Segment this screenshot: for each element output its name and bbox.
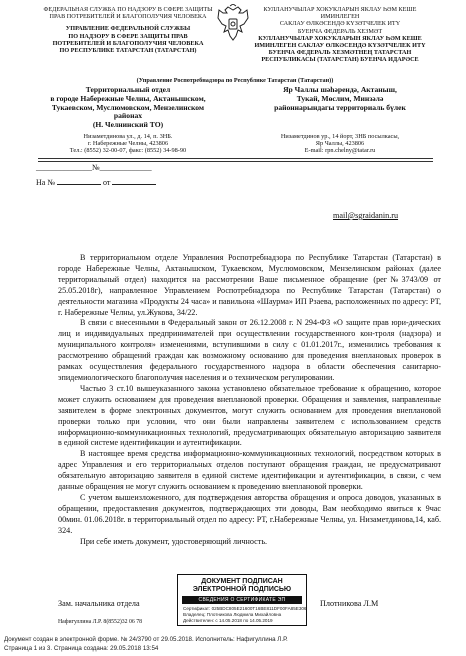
doc-ref-mid: от xyxy=(102,178,111,187)
right-header-line6: БУЕНЧА ФЕДЕРАЛЬ ХЕЗМӘТНЕҢ ТАТАРСТАН xyxy=(268,49,412,57)
right-address-line3: E-mail: rpn.chelny@tatar.ru xyxy=(304,147,376,155)
left-header-line6: ПО РЕСПУБЛИКЕ ТАТАРСТАН (ТАТАРСТАН) xyxy=(59,47,197,55)
stamp-cert-number: Сертификат: 025ВDC805Е21600Т16ВЕ811DF00FA85E306 xyxy=(183,606,306,611)
left-header-line2: ПРАВ ПОТРЕБИТЕЛЕЙ И БЛАГОПОЛУЧИЯ ЧЕЛОВЕКА xyxy=(49,13,207,21)
left-dept-line4: районах xyxy=(113,111,143,121)
left-address-line1: Низаметдинова ул., д. 14, п. 3НБ. xyxy=(83,133,173,140)
letter-body xyxy=(58,253,441,547)
footer-line-1: Документ создан в электронной форме. № 24/3790 от 29.05.2018. Исполнитель: Нафигуллина Л.Р. xyxy=(4,636,288,643)
right-dept-line2: Тукай, Мөслим, Минзәлә xyxy=(296,93,384,103)
body-paragraph-1: В территориальном отделе Управления Роспотребнадзора по Республике Татарстан (Татарстан) в городе Набережные Челны, Актанышском, Тукаевском, Муслюмовском, Мензелинском районах (далее территориальный отдел) находится на рассмотрении Ваше письменное обращение (рег№3743/09 от 25.05.2018г), направленное Управлением Роспотребнадзора по Республике Татарстан (Татарстан) о деятельности магазина «Продукты 24 часа» и павильона «Шаурма» ИП Рзаева, расположенных по адресу: РТ, г. Набережные Челны, ул.Жукова, 34/22. xyxy=(58,253,441,317)
left-address xyxy=(40,133,216,155)
right-dept-line3: районнарындагы территориаль бүлек xyxy=(274,102,406,112)
left-header-line3: УПРАВЛЕНИЕ ФЕДЕРАЛЬНОЙ СЛУЖБЫ xyxy=(65,25,191,33)
left-address-line2: г. Набережные Челны, 423806 xyxy=(87,140,169,148)
left-department xyxy=(40,86,216,130)
doc-ref-prefix: На № xyxy=(36,178,55,187)
right-header-line1: КУЛЛАНУЧЫЛАР ХОКУКЛАРЫН ЯКЛАУ ҺӘМ КЕШЕ ИМИНЛЕГЕН xyxy=(263,6,417,21)
left-dept-line1: Территориальный отдел xyxy=(85,85,171,94)
right-header-line7: РЕСПУБЛИКАСЫ (ТАТАРСТАН) БУЕНЧА ИДАРӘСЕ xyxy=(261,56,419,64)
right-header-line5: ИМИНЛЕГЕН САКЛАУ ӨЛКӘСЕНДӘ КҮЗӘТЧЕЛЕК ИТҮ xyxy=(254,42,426,50)
signer-title: Зам. начальника отдела xyxy=(58,599,140,608)
footer-line-2: Страница 1 из 3. Страница создана: 29.05.2018 13:54 xyxy=(4,645,159,652)
header-divider-thin xyxy=(38,161,433,162)
coat-of-arms-emblem xyxy=(216,4,250,44)
body-paragraph-6: При себе иметь документ, удостоверяющий личность. xyxy=(80,536,268,546)
left-dept-line3: Тукаевском, Муслюмовском, Мензелинском xyxy=(51,102,205,112)
electronic-signature-stamp xyxy=(177,574,307,626)
right-address-line2: Яр Чаллы, 423806 xyxy=(315,140,365,148)
right-address-line1: Низаметдинов ур., 14 йорт, 3НБ посылкасы, xyxy=(280,133,400,140)
executor-contact: Нафигуллина Л.Р. 8(8552)32 06 78 xyxy=(58,619,143,625)
right-header xyxy=(250,6,430,64)
left-dept-line2: в городе Набережные Челны, Актанышском, xyxy=(50,93,206,103)
body-paragraph-4: В настоящее время средства информационно-коммуникационных технологий, посредством которых в адрес Управления и его территориальных отделов поступают обращения граждан, не предусматривают обязательную авторизацию заявителя в единой системе идентификации и аутентификации, в связи, с чем данные обращения не могут служить основанием к проведению внеплановой проверки. xyxy=(58,449,441,492)
right-header-line2: САКЛАУ ӨЛКӘСЕНДӘ КҮЗӘТЧЕЛЕК ИТҮ xyxy=(279,20,401,28)
body-paragraph-5: С учетом вышеизложенного, для подтверждения авторства обращения и опроса доводов, указанных в обращении, предоставления документов, подтверждающих эти доводы, Вам необходимо явиться к 9час 00мин. 01.06.2018г. в территориальный отдел по адресу: РТ, г.Набережные Челны, ул. Низаметдинова,14, каб. 324. xyxy=(58,492,441,535)
left-header-line5: ПОТРЕБИТЕЛЕЙ И БЛАГОПОЛУЧИЯ ЧЕЛОВЕКА xyxy=(52,39,204,47)
left-header-line4: ПО НАДЗОРУ В СФЕРЕ ЗАЩИТЫ ПРАВ xyxy=(68,32,188,40)
stamp-owner: Владелец: Плотникова Людмила Михайловна xyxy=(183,612,282,617)
signer-name: Плотникова Л.М xyxy=(320,599,379,608)
stamp-title-line2: ЭЛЕКТРОННОЙ ПОДПИСЬЮ xyxy=(192,586,292,593)
right-department xyxy=(250,86,430,112)
right-header-line4: КУЛЛАНУЧЫЛАР ХОКУКЛАРЫН ЯКЛАУ ҺӘМ КЕШЕ xyxy=(258,34,422,42)
right-address xyxy=(250,133,430,155)
left-header-line1: ФЕДЕРАЛЬНАЯ СЛУЖБА ПО НАДЗОРУ В СФЕРЕ ЗАЩИТЫ xyxy=(43,6,213,13)
center-header: (Управление Роспотребнадзора по Республике Татарстан (Татарстан)) xyxy=(136,77,334,84)
stamp-title-line1: ДОКУМЕНТ ПОДПИСАН xyxy=(201,578,283,585)
header-divider xyxy=(38,158,433,159)
doc-number-line: ______________№_____________ xyxy=(36,163,152,172)
left-dept-line5: (Н. Челнинский ТО) xyxy=(92,120,164,130)
stamp-valid: Действителен: с 14.05.2018 по 14.05.2019 xyxy=(183,618,273,623)
left-header xyxy=(40,6,216,54)
right-dept-line1: Яр Чаллы шәһәрендә, Актаныш, xyxy=(283,85,397,94)
right-header-line3: БУЕНЧА ФЕДЕРАЛЬ ХЕЗМӘТ xyxy=(297,27,383,35)
doc-reference-line xyxy=(36,178,156,187)
left-address-line3: Тел.: (8552) 32-00-07, факс: (8552) 34-98-90 xyxy=(69,147,187,155)
stamp-cert-header: СВЕДЕНИЯ О СЕРТИФИКАТЕ ЭП xyxy=(182,596,302,604)
body-paragraph-2: В связи с внесенными в Федеральный закон от 26.12.2008 г. N 294-ФЗ «О защите прав юри-дических лиц и индивидуальных предпринимателей при осуществлении государственного кон-троля (надзора) и муниципального контроля» изменениями, вступившими в силу с 01.01.2017г., изменились требования к рассмотрению обращений граждан как возможному основанию для проведения внеплановых проверок в рамках осуществления федерального государственного надзора в области обеспечения санитарно-эпидемиологического благополучия населения и о техническом регулировании. xyxy=(58,318,441,382)
recipient-email-link[interactable]: mail@sgraidanin.ru xyxy=(333,211,399,220)
body-paragraph-3: Частью 3 ст.10 вышеуказанного закона установлено обязательное требование к обращению, которое может служить основанием для проведения внеплановой проверки. Обращения и заявления, направленные заявителем в форме электронных документов, могут служить основанием для проведения внеплановой проверки только при условии, что они были направлены заявителем с использованием средств информационно-коммуникационных технологий, предусматривающих обязательную авторизацию заявителя в единой системе идентификации и аутентификации. xyxy=(58,383,441,448)
